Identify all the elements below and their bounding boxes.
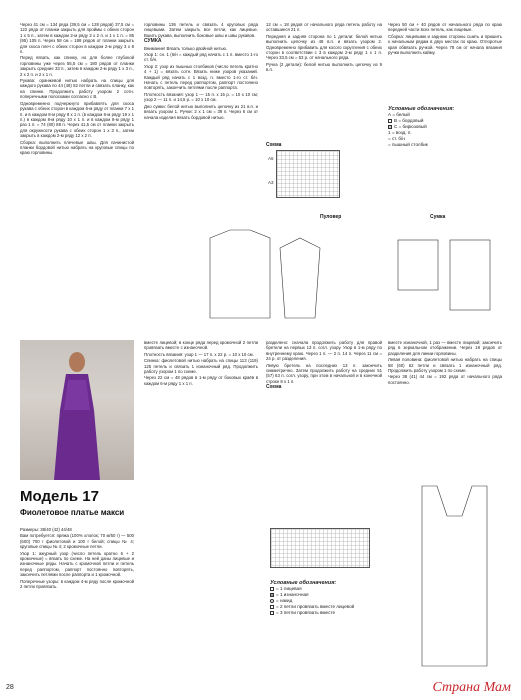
- text-column-4: [388, 22, 502, 102]
- dress-stitch-chart: [270, 528, 370, 568]
- dress-figure-image: [20, 340, 134, 480]
- sumka-stitch-chart: [276, 150, 340, 198]
- legend-title: Условные обозначения:: [270, 580, 337, 586]
- legend-item: А = белый: [388, 112, 410, 117]
- text-column-model17: [20, 527, 134, 680]
- legend-item: = пышный столбик: [388, 142, 428, 147]
- model-subtitle: Фиолетовое платье макси: [20, 508, 125, 517]
- paragraph: Дно сумки: белой нитью выполнить цепочку из 21 в.п. и вязать узором 1. Ручки: 2 х 1 см = 39 п. Через 6 см от начала изделия вязать бордовой нитью.: [144, 103, 258, 120]
- text-column-5: [144, 340, 258, 680]
- paragraph: Узор 1: ажурный узор (число петель кратно 6 + 2 кромочные) = вязать по схеме. На ней даны лицевые и изнаночные ряды. Начать с кромочной петли и петель перед раппортом, раппорт постоянно повторять, закончить петлями после раппорта и 1 кромочной.: [20, 550, 134, 578]
- paragraph: Размеры: 38/40 (42) 44/48: [20, 527, 72, 532]
- legend-title: Условные обозначения:: [388, 106, 455, 112]
- pullover-schematic: [190, 218, 330, 330]
- paragraph: горловины 136 петель и связать 4 круговых ряда лицевыми. Затем закрыть все петли, как лицевые. Вшить рукава, выполнить боковые швы и швы рукавов.: [144, 22, 258, 38]
- paragraph: Перед вязать, как спинку, но для более глубокой горловины уже через 55,5 см = 180 рядов от планки закрыть средние 33 п., затем в каждом 2-м ряду 1 х 3 п., 2 х 2 п. и 2 х 1 п.: [20, 55, 134, 77]
- sumka-legend: [388, 106, 502, 148]
- dress-legend: [270, 580, 386, 616]
- text-column-3: [266, 22, 382, 140]
- chart-row-label: A5: [268, 156, 274, 161]
- chart-row-label: A3: [268, 180, 274, 185]
- sumka-schematic: [390, 230, 500, 330]
- paragraph: Сборка: лицевыми и заднюю стороны сшить и пришить к начальным рядам в двух местах по краю. Отпоротые края обвязать ручкой. Через 78 см от начала вязания ручки выполнить кайму.: [388, 33, 502, 56]
- paragraph: вместе лицевой; в конце ряда перед кромочной 2 петли провязать вместе с изнаночной.: [144, 340, 258, 351]
- legend-item: 1 = возд. п.: [388, 130, 412, 135]
- paragraph: Внимание! Вязать только двойной нитью.: [144, 45, 228, 51]
- model-title: Модель 17: [20, 488, 99, 505]
- legend-item: С = бирюзовый: [388, 124, 502, 130]
- paragraph: Сборка: выполнить плечевые швы. Для пачинистой планки бордовой нитью набрать на круговые спицы по краю горловины.: [20, 139, 134, 156]
- paragraph: Через 38 (41) 44 см = 192 ряда от начального ряда постоянно.: [388, 374, 502, 385]
- paragraph: Спинка: фиолетовой нитью набрать на спицы 113 (119) 125 петель и связать 1 изнаночный ряд. Продолжить работу узором 1 по схеме.: [144, 358, 258, 375]
- legend-item: В = бордовый: [388, 118, 502, 124]
- paragraph: 12 см = 18 рядов от начального ряда петель работу на оставшиеся 21 п.: [266, 22, 382, 33]
- text-column-7: [388, 340, 502, 470]
- paragraph: вместе изнаночной, 1 раз — вместе лицевой; закончить ряд в зеркальном отображении. Через 18 рядов от разделения для линии горловины.: [388, 340, 502, 356]
- model-photo: [20, 340, 134, 480]
- legend-item: = накид: [270, 598, 386, 604]
- paragraph: Передняя и задняя сторона по 1 детали: белой нитью выполнить цепочку из 48 в.п. и вязать узором 2. Одновременно прибавить для косого скругления с обеих сторон в соответствии с 3 в каждом 2-м ряду 1 х 1 п. Через 33,5 см = 53 р. от начального ряда.: [266, 33, 382, 61]
- text-column-6: [266, 340, 382, 520]
- schema-label: Схема: [266, 384, 282, 391]
- legend-item: = 2 петли провязать вместе лицевой: [270, 604, 386, 610]
- paragraph: Через 41 см = 134 ряда (39,5 см = 128 рядов) 37,5 см = 122 ряда от планки закрыть для проймы с обеих сторон 1 х 5 п., затем в каждом 2-м ряду 2 х 2 п. и 1 х 1 п. = 85 (95) 105 п. Через 58 см = 188 рядов от планки закрыть для скоса плеч с обеих сторон в каждом 2-м ряду 3 х 8 п.: [20, 22, 134, 55]
- paragraph: Левую бретель на последних 13 п. закончить симметрично. Затем продолжить работу на средних 51 (57) 63 п. согл. узору, при этом в начальной и в конечной строке 8 х 1 п.: [266, 362, 382, 384]
- paragraph: Через 50 см + 40 рядов от начального ряда по краю передней части всех петель, как лицевые.: [388, 22, 502, 33]
- page-number: 28: [6, 684, 14, 691]
- paragraph: Поперечные узоры: в каждом 4-м ряду после кромочной 2 петли провязать.: [20, 578, 134, 590]
- paragraph: Ручка (2 детали): белой нитью выполнить цепочку из 9 в.п.: [266, 61, 382, 73]
- paragraph: Через 22 см = 48 рядов в 1-м ряду от боковых краёв в каждом 6-м ряду 1 х 1 п.: [144, 375, 258, 386]
- legend-item: = 1 изнаночная: [270, 592, 386, 598]
- paragraph: разделено: сначала продолжить работу для правой бретели на первых 13 п. согл. узору. Узор в 1-м ряду по внутреннему краю. Через 1 п. — 2 п. 14 п. Через 11 см = 24 р. от разделения.: [266, 340, 382, 362]
- section-heading-sumka: СУМКА: [144, 38, 162, 45]
- legend-item: = 3 петли провязать вместе: [270, 610, 386, 616]
- watermark-logo: Страна Мам: [432, 680, 511, 695]
- paragraph: Одновременно подчеркнуто прибавлять для скоса рукава с обеих сторон в каждом 6-м ряду от планки 7 x 1 п. и в каждом 8-м ряду 8 х 1 п. (в каждом 6-м ряду 19 x 1 п.) в каждом 8-м ряду 10 х 1 п. и в каждом 8-м ряду 1 раз 1 п. = 74 (80) 88 п. Через 41,5 см от планки закрыть для окружности рукава с обеих сторон 1 х 3 п., затем закрыть в каждом 2-м ряду 12 х 2 п.: [20, 100, 134, 139]
- paragraph: Плотность вязания: узор 1 — 15 п. х 15 р. = 10 х 10 см; узор 2 — 11 п. и 14,5 р. = 10 х 10 см.: [144, 91, 258, 103]
- paragraph: Узор 2: узор из пышных столбиков (число петель кратно 4 + 1) = вязать сотн. Вязать ниже узоров указаний. Каждый ряд начать с 1 возд. п. вместо 1-го ст. б/н. Начать с петель перед раппортом, раппорт постоянно повторять, закончить петлями после раппорта.: [144, 63, 258, 91]
- legend-item: = ст. б/н: [388, 136, 405, 141]
- paragraph: Узор 1: сн. 1 (6/н = каждый ряд начать с 1 п. вместо 1-го ст. б/н.: [144, 52, 258, 63]
- schema-label: Схема: [266, 142, 282, 148]
- text-column-1: [20, 22, 134, 330]
- paragraph: Вам потребуется: пряжа (100% хлопок; 70 м/50 г) — 500 (600) 700 г фиолетовой и 100 г белой; спицы № 4; круговые спицы № 4; 2 кромочные петли.: [20, 533, 134, 550]
- paragraph: Рукава: оранжевой нитью набрать на спицы для каждого рукава по 44 (48) 52 петли и связать планку, как на спинке. Продолжить работу узором 2 сотн. поперечными полосками согласно с В.: [20, 78, 134, 100]
- pullover-label: Пуловер: [320, 214, 342, 220]
- paragraph: Левая половина: фиолетовой нитью набрать на спицы 58 (60) 62 петли и связать 1 изнаночный ряд. Продолжить работу узором 1 по схеме.: [388, 357, 502, 374]
- dress-schematic: [392, 476, 502, 676]
- sumka-label: Сумка: [430, 214, 446, 220]
- paragraph: Плотность вязания: узор 1 — 17 п. х 22 р. = 10 х 10 см.: [144, 351, 254, 357]
- legend-item: = 1 лицевая: [270, 586, 386, 592]
